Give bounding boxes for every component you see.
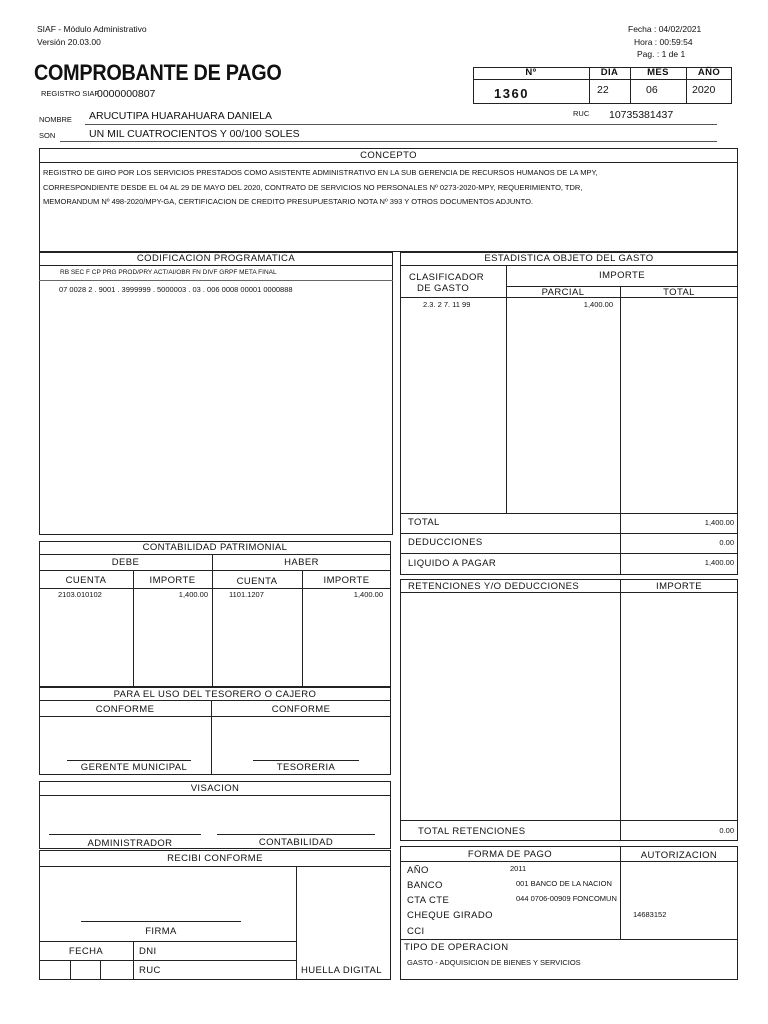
recibi-ruc-label: RUC — [139, 965, 161, 976]
print-date: Fecha : 04/02/2021 — [628, 24, 702, 34]
nombre-label: NOMBRE — [39, 115, 72, 124]
fp-anio-value: 2011 — [510, 864, 527, 873]
contabilidad-label: CONTABILIDAD PATRIMONIAL — [142, 542, 288, 553]
tesoreria-signature: TESORERIA — [276, 762, 336, 773]
haber-cuenta-value: 1101.1207 — [229, 590, 264, 599]
retenciones-importe-label: IMPORTE — [656, 581, 702, 592]
clasificador-value: 2.3. 2 7. 11 99 — [423, 300, 471, 309]
debe-importe-value: 1,400.00 — [178, 590, 208, 599]
comprobante-number: 1360 — [494, 86, 529, 101]
total-label: TOTAL — [663, 287, 695, 298]
codificacion-columns: RB SEC F CP PRG PROD/PRY ACT/AI/OBR FN DIVF GRPF META FINAL — [60, 269, 277, 276]
recibi-label: RECIBI CONFORME — [167, 853, 263, 864]
deducciones-value: 0.00 — [719, 538, 734, 547]
parcial-value: 1,400.00 — [583, 300, 613, 309]
liquido-value: 1,400.00 — [704, 558, 734, 567]
tipo-operacion-value: GASTO - ADQUISICION DE BIENES Y SERVICIOS — [407, 958, 581, 967]
dni-label: DNI — [139, 946, 157, 957]
retenciones-label: RETENCIONES Y/O DEDUCCIONES — [408, 581, 580, 592]
son-label: SON — [39, 131, 56, 140]
liquido-label: LIQUIDO A PAGAR — [408, 558, 497, 569]
conforme-label-1: CONFORME — [95, 704, 155, 715]
total-retenciones-label: TOTAL RETENCIONES — [418, 826, 526, 837]
tipo-operacion-label: TIPO DE OPERACION — [404, 942, 509, 953]
importe-label: IMPORTE — [599, 270, 645, 281]
retenciones-box — [400, 579, 738, 841]
administrador-signature: ADMINISTRADOR — [87, 838, 173, 849]
forma-pago-label: FORMA DE PAGO — [467, 849, 553, 860]
haber-cuenta-label: CUENTA — [236, 576, 278, 587]
no-label: Nº — [525, 67, 537, 78]
nombre-value: ARUCUTIPA HUARAHUARA DANIELA — [89, 110, 273, 122]
dia-value: 22 — [597, 84, 609, 96]
concepto-line-2: CORRESPONDIENTE DESDE EL 04 AL 29 DE MAYO DEL 2020, CONTRATO DE SERVICIOS NO PERSONALES Nº 0273-2020-MPY, REQUERIMIENTO, TDR, — [43, 183, 583, 192]
visacion-label: VISACION — [190, 783, 240, 794]
haber-importe-value: 1,400.00 — [353, 590, 383, 599]
estadistica-label: ESTADISTICA OBJETO DEL GASTO — [484, 253, 654, 264]
cta-cte-label: CTA CTE — [407, 895, 450, 906]
banco-label: BANCO — [407, 880, 443, 891]
fecha-label: FECHA — [68, 946, 104, 957]
huella-digital-label: HUELLA DIGITAL — [301, 965, 382, 976]
gerente-municipal-signature: GERENTE MUNICIPAL — [80, 762, 188, 773]
ruc-label: RUC — [573, 109, 590, 118]
total-retenciones-value: 0.00 — [719, 826, 734, 835]
mes-label: MES — [647, 67, 669, 78]
autorizacion-label: AUTORIZACION — [640, 850, 718, 861]
print-time: Hora : 00:59:54 — [634, 37, 693, 47]
debe-label: DEBE — [111, 557, 140, 568]
tesorero-label: PARA EL USO DEL TESORERO O CAJERO — [113, 689, 317, 700]
codificacion-box — [39, 252, 393, 535]
codificacion-row: 07 0028 2 . 9001 . 3999999 . 5000003 . 03 . 006 0008 00001 0000888 — [59, 285, 293, 294]
concepto-line-1: REGISTRO DE GIRO POR LOS SERVICIOS PRESTADOS COMO ASISTENTE ADMINISTRATIVO EN LA SUB GERENCIA DE RECURSOS HUMANOS DE LA MPY, — [43, 168, 598, 177]
son-value: UN MIL CUATROCIENTOS Y 00/100 SOLES — [89, 128, 300, 140]
clasificador-label-2: DE GASTO — [417, 283, 470, 294]
conforme-label-2: CONFORME — [271, 704, 331, 715]
anio-value: 2020 — [692, 84, 716, 96]
anio-label: AÑO — [697, 67, 721, 78]
page-title: COMPROBANTE DE PAGO — [34, 60, 282, 85]
registro-label: REGISTRO SIAF — [41, 89, 99, 98]
total-row-label: TOTAL — [408, 517, 440, 528]
cheque-girado-label: CHEQUE GIRADO — [407, 910, 493, 921]
clasificador-label: CLASIFICADOR — [409, 272, 485, 283]
parcial-label: PARCIAL — [541, 287, 585, 298]
concepto-line-3: MEMORANDUM Nº 498-2020/MPY-GA, CERTIFICACION DE CREDITO PRESUPUESTARIO NOTA Nº 393 Y OTROS DOCUMENTOS ADJUNTO. — [43, 197, 534, 206]
cta-cte-value: 044 0706-00909 FONCOMUN — [516, 894, 617, 903]
registro-value: 0000000807 — [97, 88, 156, 100]
haber-label: HABER — [284, 557, 319, 568]
debe-cuenta-value: 2103.010102 — [58, 590, 102, 599]
system-version: Versión 20.03.00 — [37, 37, 101, 47]
concepto-label: CONCEPTO — [360, 150, 417, 161]
debe-cuenta-label: CUENTA — [65, 575, 107, 586]
contabilidad-signature: CONTABILIDAD — [258, 837, 334, 848]
mes-value: 06 — [646, 84, 658, 96]
codificacion-label: CODIFICACION PROGRAMATICA — [136, 253, 296, 264]
cci-label: CCI — [407, 926, 425, 937]
system-name: SIAF - Módulo Administrativo — [37, 24, 147, 34]
debe-importe-label: IMPORTE — [149, 575, 196, 586]
banco-value: 001 BANCO DE LA NACION — [516, 879, 612, 888]
fp-anio-label: AÑO — [407, 865, 429, 876]
haber-importe-label: IMPORTE — [323, 575, 370, 586]
total-row-value: 1,400.00 — [704, 518, 734, 527]
ruc-value: 10735381437 — [609, 109, 674, 121]
page-number: Pag. : 1 de 1 — [637, 49, 686, 59]
dia-label: DIA — [600, 67, 619, 78]
cheque-girado-value: 14683152 — [633, 910, 667, 919]
deducciones-label: DEDUCCIONES — [408, 537, 483, 548]
firma-label: FIRMA — [145, 926, 177, 937]
